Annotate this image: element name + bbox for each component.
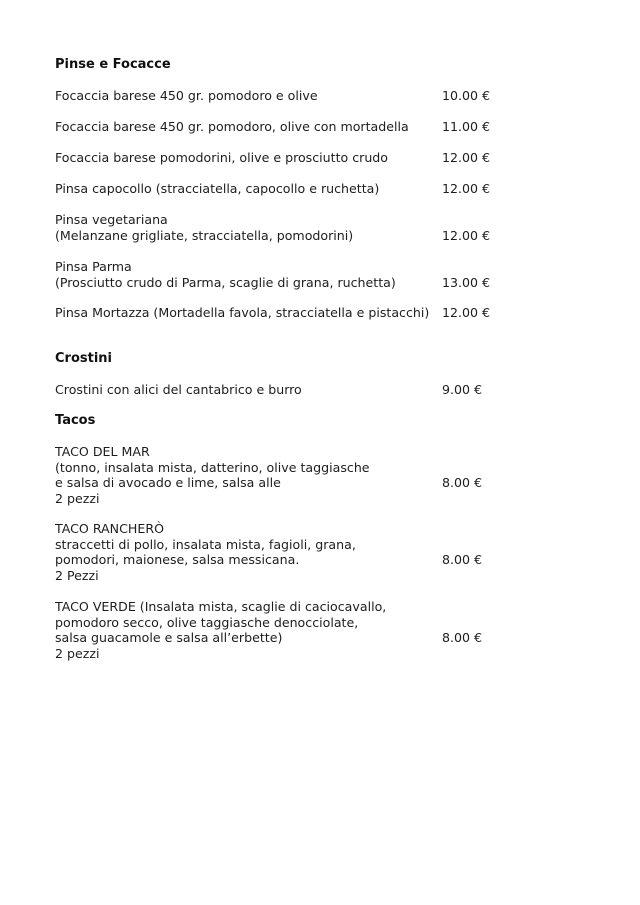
item-line: TACO RANCHERÒ (55, 521, 164, 536)
item-description (55, 150, 442, 166)
item-line: Focaccia barese 450 gr. pomodoro, olive con mortadella (55, 119, 409, 134)
item-line: (Prosciutto crudo di Parma, scaglie di grana, ruchetta) (55, 274, 396, 290)
item-description (55, 212, 442, 243)
section-title-tacos: Tacos (55, 413, 96, 428)
item-line: pomodoro secco, olive taggiasche denocciolate, (55, 614, 359, 630)
item-price: 8.00 € (442, 475, 483, 490)
menu-item (55, 305, 615, 321)
menu-item (55, 599, 615, 661)
section-title-pinse-focacce: Pinse e Focacce (55, 57, 171, 72)
item-description (55, 521, 442, 583)
item-price: 8.00 € (442, 552, 483, 567)
item-line: e salsa di avocado e lime, salsa alle (55, 475, 281, 490)
item-line: (tonno, insalata mista, datterino, olive taggiasche (55, 459, 370, 475)
section-title-crostini: Crostini (55, 351, 113, 366)
item-price: 12.00 € (442, 305, 491, 320)
item-description (55, 599, 442, 661)
menu-item (55, 88, 615, 104)
item-line: salsa guacamole e salsa all’erbette) (55, 630, 283, 645)
menu-item (55, 259, 615, 290)
item-line: Pinsa Parma (55, 259, 132, 274)
item-line: straccetti di pollo, insalata mista, fagioli, grana, (55, 536, 356, 552)
item-line: TACO VERDE (Insalata mista, scaglie di caciocavallo, (55, 599, 387, 614)
menu-item (55, 521, 615, 583)
menu-item (55, 382, 615, 398)
menu-item (55, 119, 615, 135)
item-price: 9.00 € (442, 382, 483, 397)
item-price: 8.00 € (442, 630, 483, 645)
item-line: (Melanzane grigliate, stracciatella, pomodorini) (55, 227, 354, 243)
menu-item (55, 181, 615, 197)
item-line: 2 Pezzi (55, 567, 99, 583)
item-line: Pinsa capocollo (stracciatella, capocollo e ruchetta) (55, 181, 380, 196)
item-description (55, 444, 442, 506)
menu-item (55, 150, 615, 166)
item-description (55, 305, 442, 321)
menu-item (55, 212, 615, 243)
item-line: 2 pezzi (55, 490, 100, 506)
item-line: pomodori, maionese, salsa messicana. (55, 552, 300, 567)
item-description (55, 119, 442, 135)
item-line: Pinsa vegetariana (55, 212, 168, 227)
item-price: 12.00 € (442, 227, 491, 243)
item-line: 2 pezzi (55, 645, 100, 661)
item-price: 12.00 € (442, 150, 491, 165)
item-line: Pinsa Mortazza (Mortadella favola, stracciatella e pistacchi) (55, 305, 430, 320)
item-description (55, 181, 442, 197)
item-description (55, 382, 442, 398)
item-line: Focaccia barese 450 gr. pomodoro e olive (55, 88, 318, 103)
item-line: Focaccia barese pomodorini, olive e prosciutto crudo (55, 150, 389, 165)
menu-item (55, 444, 615, 506)
item-line: TACO DEL MAR (55, 444, 150, 459)
item-line: Crostini con alici del cantabrico e burro (55, 382, 302, 397)
item-price: 10.00 € (442, 88, 491, 103)
item-price: 11.00 € (442, 119, 491, 134)
item-price: 13.00 € (442, 274, 491, 290)
item-description (55, 259, 442, 290)
item-price: 12.00 € (442, 181, 491, 196)
item-description (55, 88, 442, 104)
